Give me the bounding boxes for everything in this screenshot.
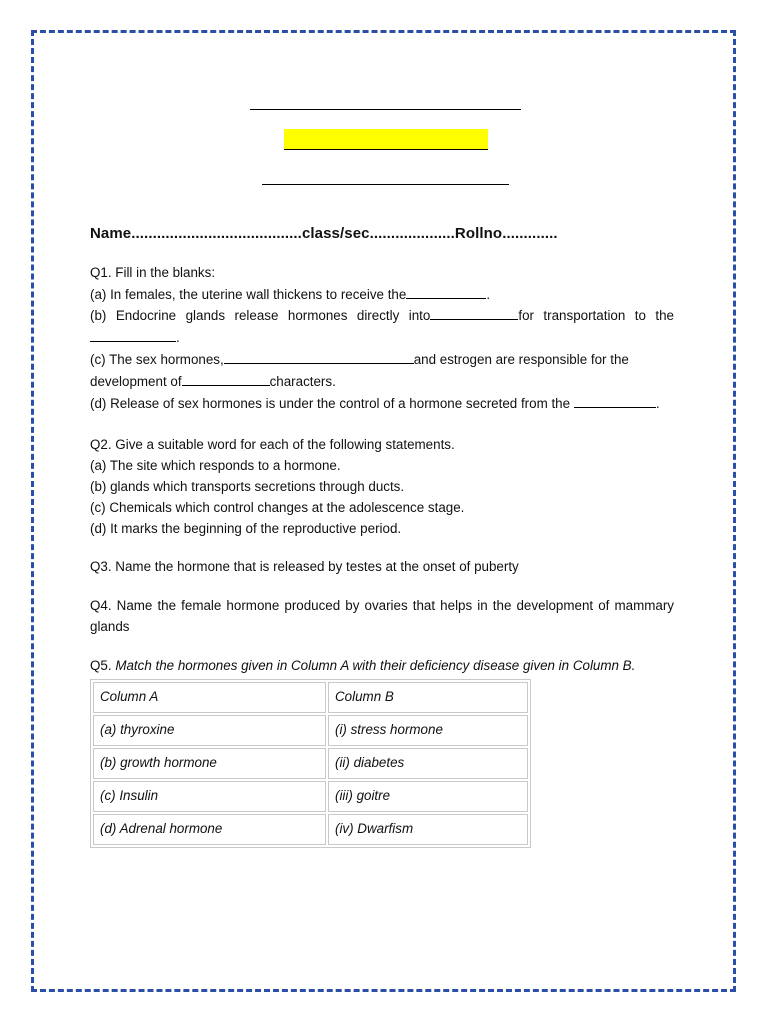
title-blank-line-1	[250, 109, 521, 110]
q2-item: (d) It marks the beginning of the reproductive period.	[90, 520, 402, 536]
answer-blank[interactable]	[90, 327, 176, 342]
answer-blank[interactable]	[182, 371, 270, 386]
q1-title: Q1. Fill in the blanks:	[90, 264, 216, 280]
highlighted-title-blank	[284, 129, 488, 150]
q1-item-a: (a) In females, the uterine wall thickens to receive the .	[90, 284, 674, 306]
table-cell: (b) growth hormone	[93, 748, 326, 779]
q2-item: (c) Chemicals which control changes at the adolescence stage.	[90, 499, 465, 515]
table-cell: (a) thyroxine	[93, 715, 326, 746]
table-cell: (d) Adrenal hormone	[93, 814, 326, 845]
q2-item: (a) The site which responds to a hormone.	[90, 458, 341, 474]
table-row	[93, 781, 528, 812]
student-info-line: Name........................................class/sec....................Rollno.............	[90, 225, 558, 242]
q1-item-c: (c) The sex hormones, and estrogen are responsible for the development of characters.	[90, 349, 674, 393]
question-3: Q3. Name the hormone that is released by testes at the onset of puberty	[90, 559, 519, 575]
table-cell: (iii) goitre	[328, 781, 528, 812]
question-5	[90, 656, 674, 848]
match-table	[90, 679, 531, 848]
table-row	[93, 715, 528, 746]
table-cell: (i) stress hormone	[328, 715, 528, 746]
question-1	[90, 263, 674, 415]
worksheet-content	[90, 224, 674, 848]
question-2	[90, 435, 674, 539]
table-cell: (iv) Dwarfism	[328, 814, 528, 845]
q1-item-b: (b) Endocrine glands release hormones directly into for transportation to the.	[90, 305, 674, 349]
table-row	[93, 748, 528, 779]
column-a-header: Column A	[93, 682, 326, 713]
table-cell: (ii) diabetes	[328, 748, 528, 779]
table-header-row	[93, 682, 528, 713]
q1-item-d: (d) Release of sex hormones is under the control of a hormone secreted from the .	[90, 393, 674, 415]
table-cell: (c) Insulin	[93, 781, 326, 812]
answer-blank[interactable]	[224, 349, 414, 364]
q5-prompt: Q5. Match the hormones given in Column A with their deficiency disease given in Column B.	[90, 657, 636, 673]
answer-blank[interactable]	[430, 305, 518, 320]
answer-blank[interactable]	[406, 284, 486, 299]
q2-title: Q2. Give a suitable word for each of the following statements.	[90, 437, 455, 453]
answer-blank[interactable]	[574, 393, 656, 408]
column-b-header: Column B	[328, 682, 528, 713]
table-row	[93, 814, 528, 845]
title-blank-line-3	[262, 184, 509, 185]
q2-item: (b) glands which transports secretions through ducts.	[90, 478, 405, 494]
question-4: Q4. Name the female hormone produced by ovaries that helps in the development of mammary glands	[90, 598, 674, 634]
